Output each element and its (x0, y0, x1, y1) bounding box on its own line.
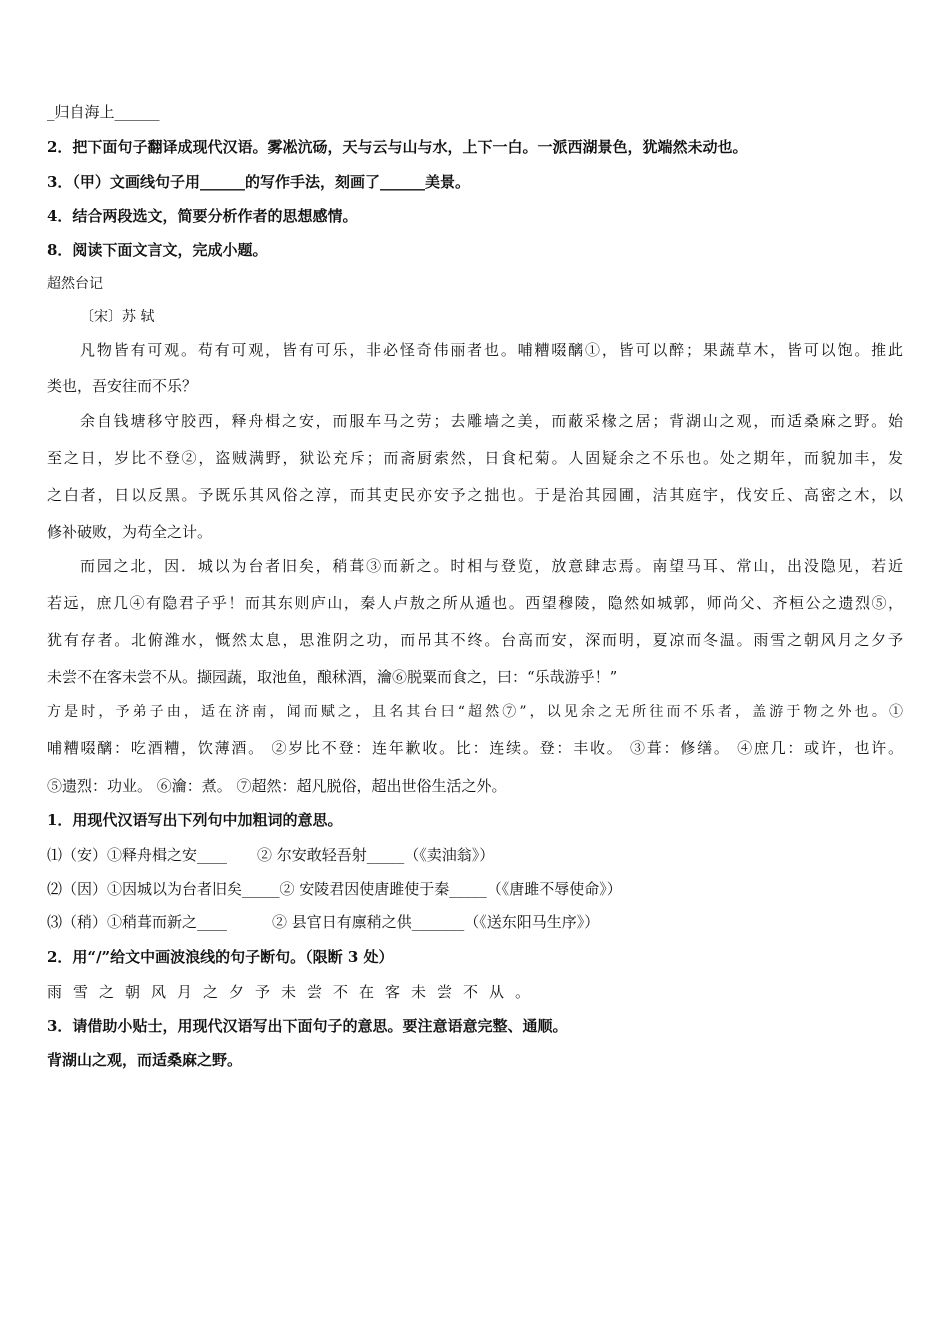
question-1-item-an: ⑴（安）①释舟楫之安____ ② 尔安敢轻吾射_____（《卖油翁》） (47, 846, 495, 864)
sentence-to-break: 雨雪之朝风月之夕予未尝不在客未尝不从。 (47, 983, 542, 1001)
question-4-feelings: 4．结合两段选文，简要分析作者的思想感情。 (47, 207, 358, 225)
essay-paragraph-2-line-1: 余自钱塘移守胶西，释舟楫之安，而服车马之劳；去雕墙之美，而蔽采椽之居；背湖山之观，而适桑麻之野。始 (80, 412, 903, 430)
section-8-heading: 8．阅读下面文言文，完成小题。 (47, 241, 268, 259)
answer-line-fragment: _归自海上______ (47, 103, 160, 121)
essay-paragraph-2-line-2: 至之日，岁比不登②，盗贼满野，狱讼充斥；而斋厨索然，日食杞菊。人固疑余之不乐也。处之期年，而貌加丰，发 (47, 449, 903, 467)
essay-paragraph-3-line-3: 犹有存者。北俯潍水，慨然太息，思淮阴之功，而吊其不终。台高而安，深而明，夏凉而冬温。雨雪之朝风月之夕予 (47, 631, 903, 649)
annotations-line-1: 哺糟啜醨：吃酒糟，饮薄酒。 ②岁比不登：连年歉收。比：连续。登：丰收。 ③葺：修缮。 ④庶几：或许，也许。 (47, 739, 903, 757)
question-2-sentence-break: 2．用“/”给文中画波浪线的句子断句。（限断 3 处） (47, 948, 394, 966)
question-1-item-shao: ⑶（稍）①稍葺而新之____ ② 县官日有廪稍之供_______（《送东阳马生序》） (47, 913, 600, 931)
sentence-to-translate: 背湖山之观，而适桑麻之野。 (47, 1051, 243, 1069)
essay-paragraph-1-line-1: 凡物皆有可观。苟有可观，皆有可乐，非必怪奇伟丽者也。哺糟啜醨①，皆可以醉；果蔬草木，皆可以饱。推此 (80, 341, 903, 359)
annotations-line-2: ⑤遗烈：功业。 ⑥瀹：煮。 ⑦超然：超凡脱俗，超出世俗生活之外。 (47, 777, 507, 795)
essay-paragraph-3-line-4: 未尝不在客未尝不从。撷园蔬，取池鱼，酿秫酒，瀹⑥脱粟而食之，曰：“乐哉游乎！” (47, 668, 618, 686)
essay-paragraph-4: 方是时，予弟子由，适在济南，闻而赋之，且名其台曰“超然⑦”，以见余之无所往而不乐者，盖游于物之外也。① (47, 704, 903, 720)
question-1-word-meaning: 1．用现代汉语写出下列句中加粗词的意思。 (47, 811, 343, 829)
essay-author: 〔宋〕苏 轼 (80, 309, 155, 325)
essay-paragraph-3-line-1: 而园之北，因．城以为台者旧矣，稍葺③而新之。时相与登览，放意肆志焉。南望马耳、常山，出没隐见，若近 (80, 557, 903, 575)
essay-paragraph-3-line-2: 若远，庶几④有隐君子乎！而其东则庐山，秦人卢敖之所从遁也。西望穆陵，隐然如城郭，师尚父、齐桓公之遗烈⑤， (47, 594, 903, 612)
essay-paragraph-2-line-3: 之白者，日以反黑。予既乐其风俗之淳，而其吏民亦安予之拙也。于是治其园圃，洁其庭宇，伐安丘、高密之木，以 (47, 486, 903, 504)
question-2-translate: 2．把下面句子翻译成现代汉语。雾凇沆砀，天与云与山与水，上下一白。一派西湖景色，犹端然未动也。 (47, 138, 748, 156)
question-3-translate: 3．请借助小贴士，用现代汉语写出下面句子的意思。要注意语意完整、通顺。 (47, 1017, 568, 1035)
essay-paragraph-2-line-4: 修补破败，为苟全之计。 (47, 523, 213, 541)
question-3-writing-technique: 3．（甲）文画线句子用______的写作手法，刻画了______美景。 (47, 173, 470, 191)
essay-title: 超然台记 (47, 276, 103, 292)
question-1-item-yin: ⑵（因）①因城以为台者旧矣_____② 安陵君因使唐雎使于秦_____（《唐雎不辱使命》） (47, 880, 622, 898)
essay-paragraph-1-line-2: 类也，吾安往而不乐？ (47, 377, 198, 395)
